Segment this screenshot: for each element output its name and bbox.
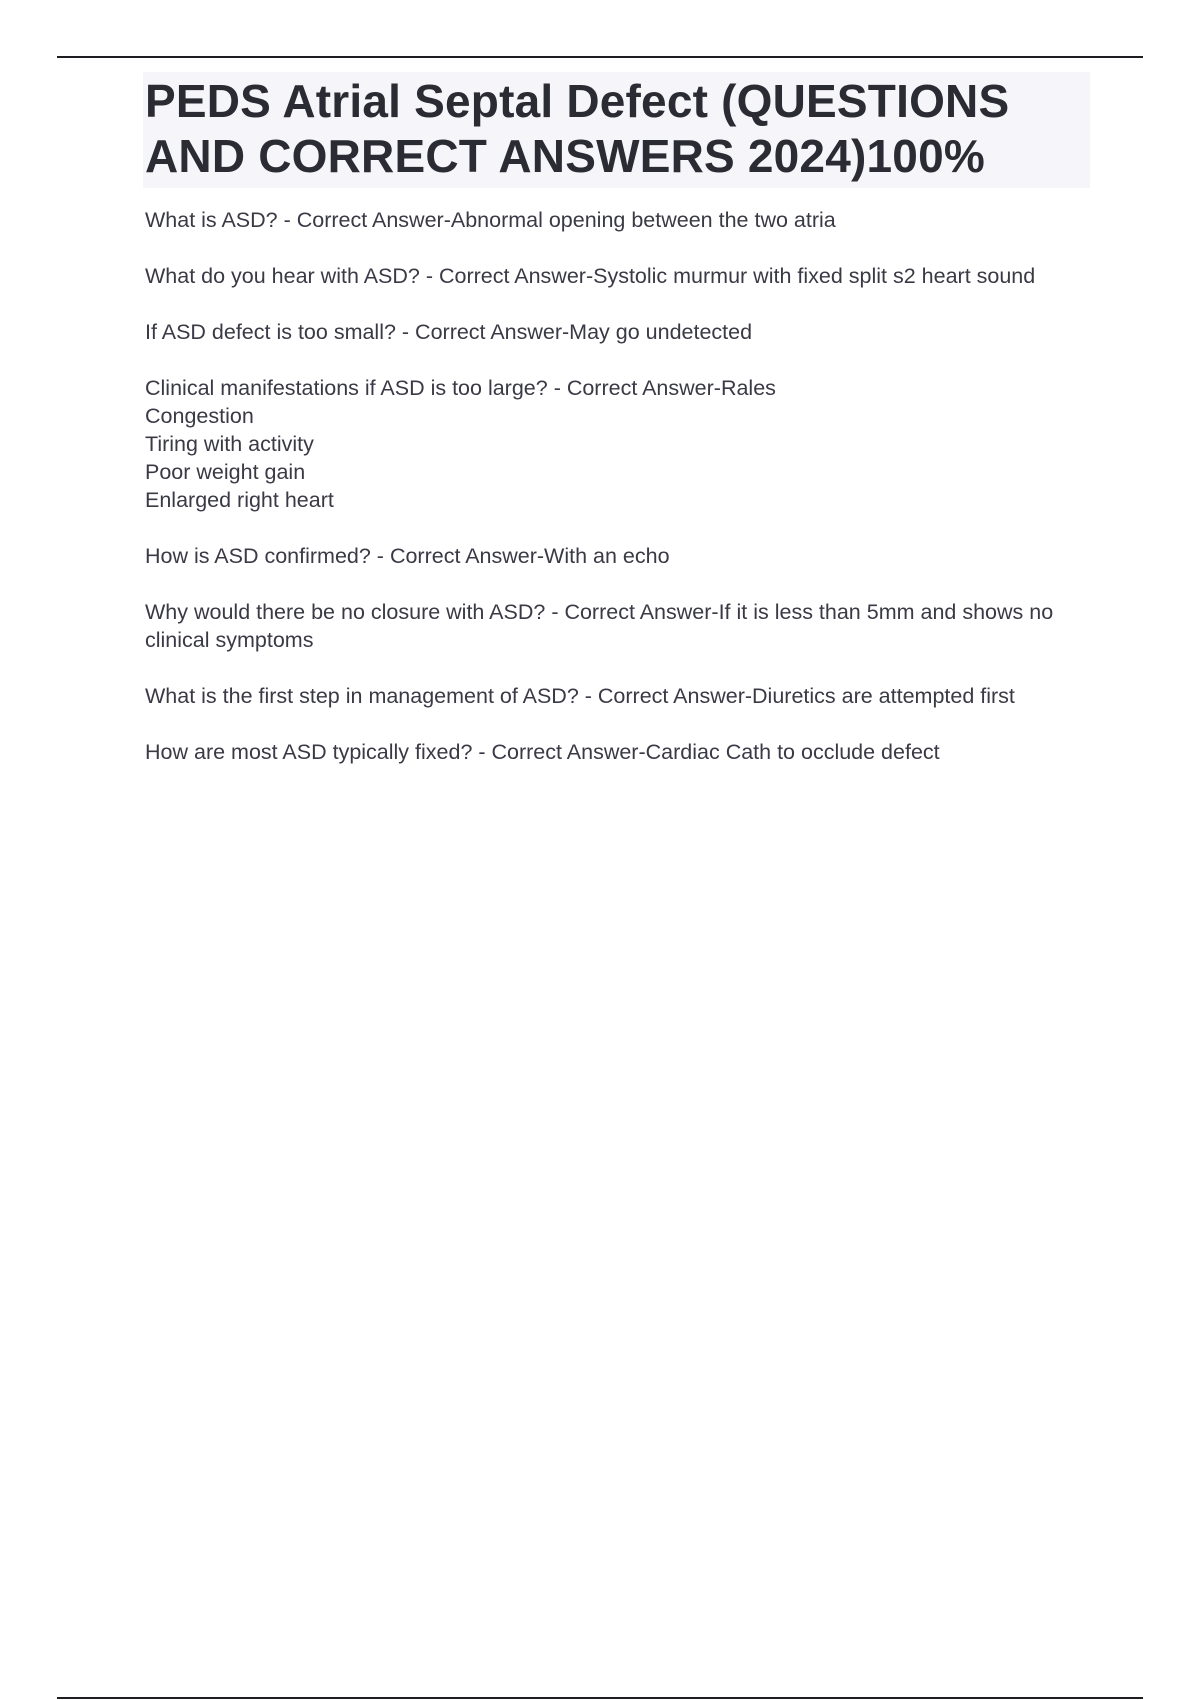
qa-item bbox=[145, 598, 1090, 654]
qa-item bbox=[145, 318, 1090, 346]
qa-text: Why would there be no closure with ASD? - Correct Answer-If it is less than 5mm and shows no clinical symptoms bbox=[145, 600, 1060, 652]
document-body bbox=[145, 72, 1090, 794]
bottom-divider bbox=[57, 1697, 1143, 1699]
qa-text: If ASD defect is too small? - Correct Answer-May go undetected bbox=[145, 320, 753, 344]
qa-item bbox=[145, 738, 1090, 766]
qa-text: What is the first step in management of ASD? - Correct Answer-Diuretics are attempted first bbox=[145, 684, 1015, 708]
qa-answer-line: Congestion bbox=[145, 404, 254, 428]
qa-answer-line: Poor weight gain bbox=[145, 460, 306, 484]
document-title: PEDS Atrial Septal Defect (QUESTIONS AND CORRECT ANSWERS 2024)100% bbox=[145, 75, 1010, 182]
qa-answer-line: Tiring with activity bbox=[145, 432, 314, 456]
qa-list bbox=[145, 206, 1090, 766]
qa-item bbox=[145, 542, 1090, 570]
qa-item bbox=[145, 682, 1090, 710]
qa-text: How are most ASD typically fixed? - Correct Answer-Cardiac Cath to occlude defect bbox=[145, 740, 940, 764]
qa-text: Clinical manifestations if ASD is too large? - Correct Answer-Rales bbox=[145, 376, 776, 400]
qa-text: How is ASD confirmed? - Correct Answer-With an echo bbox=[145, 544, 670, 568]
qa-item bbox=[145, 262, 1090, 290]
qa-text: What is ASD? - Correct Answer-Abnormal opening between the two atria bbox=[145, 208, 836, 232]
qa-item bbox=[145, 374, 1090, 514]
qa-item bbox=[145, 206, 1090, 234]
qa-text: What do you hear with ASD? - Correct Answer-Systolic murmur with fixed split s2 heart sound bbox=[145, 264, 1036, 288]
title-block bbox=[143, 72, 1090, 188]
qa-answer-line: Enlarged right heart bbox=[145, 488, 334, 512]
top-divider bbox=[57, 56, 1143, 58]
